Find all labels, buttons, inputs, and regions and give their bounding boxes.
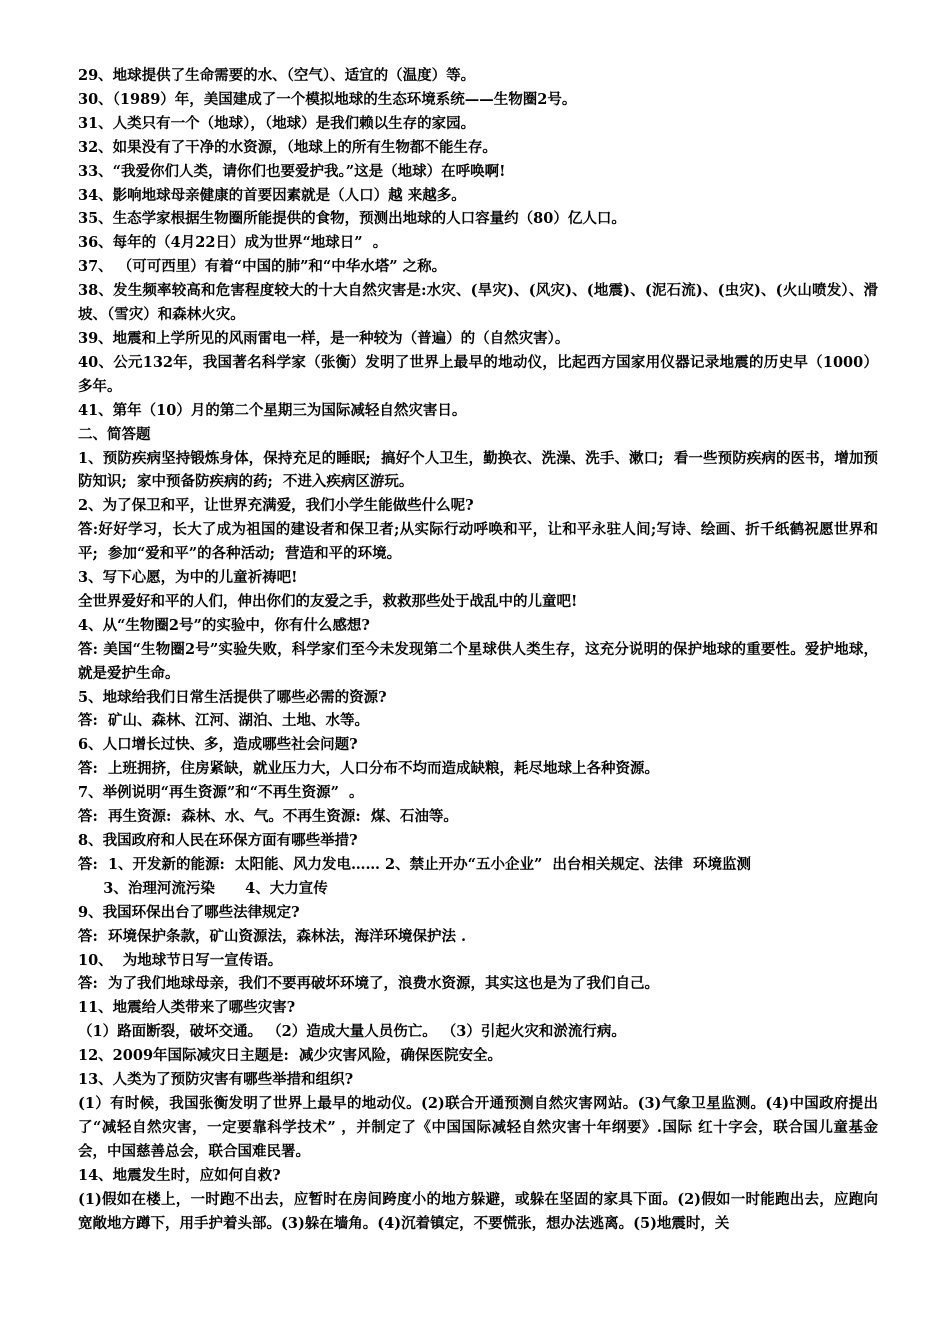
text-line: 36、每年的（4月22日）成为世界“地球日” 。 [78,234,388,252]
answer-line: 答: 上班拥挤，住房紧缺，就业压力大，人口分布不均而造成缺粮，耗尽地球上各种资源。 [78,760,659,778]
question-line: 8、我国政府和人民在环保方面有哪些举措? [78,832,358,849]
answer-line: 答: 环境保护条款，矿山资源法，森林法，海洋环境保护法 . [78,927,467,945]
text-line: 34、影响地球母亲健康的首要因素就是（人口）越 来越多。 [78,186,466,204]
answer-line: 答: 美国“生物圈2号”实验失败，科学家们至今未发现第二个星球供人类生存，这充分说明的保护地球的重要性。爱护地球，就是爱护生命。 [78,640,878,682]
question-line: 13、人类为了预防灾害有哪些举措和组织? [78,1071,354,1089]
text-line: 29、地球提供了生命需要的水、（空气）、适宜的（温度）等。 [78,67,476,84]
answer-line: (1)假如在楼上，一时跑不出去，应暂时在房间跨度小的地方躲避，或躲在坚固的家具下面。(2)假如一时能跑出去，应跑向宽敞地方蹲下，用手护着头部。(3)躲在墙角。(4)沉着镇定，不要慌张，想办法逃离。(5)地震时，关 [78,1190,878,1232]
question-line: 2、为了保卫和平，让世界充满爱，我们小学生能做些什么呢? [78,497,474,515]
answer-line: 答:好好学习，长大了成为祖国的建设者和保卫者;从实际行动呼唤和平，让和平永驻人间;写诗、绘画、折千纸鹤祝愿世界和平; 参加“爱和平”的各种活动; 营造和平的环境。 [78,521,878,563]
question-line: 6、人口增长过快、多，造成哪些社会问题? [78,736,358,754]
text-line: 32、如果没有了干净的水资源，（地球上的所有生物都不能生存。 [78,138,497,156]
answer-line: 3、治理河流污染 4、大力宣传 [78,879,328,897]
text-line: 33、“我爱你们人类，请你们也要爱护我。”这是（地球）在呼唤啊! [78,162,506,180]
answer-line: 答: 为了我们地球母亲，我们不要再破坏环境了，浪费水资源，其实这也是为了我们自己。 [78,975,659,993]
text-line: 1、预防疾病坚持锻炼身体，保持充足的睡眠; 搞好个人卫生，勤换衣、洗澡、洗手、漱口; 看一些预防疾病的医书，增加预防知识; 家中预备防疾病的药; 不进入疾病区游玩。 [78,449,878,491]
section-heading: 二、简答题 [78,425,151,443]
question-line: 4、从“生物圈2号”的实验中，你有什么感想? [78,616,370,634]
text-line: 39、地震和上学所见的风雨雷电一样，是一种较为（普遍）的（自然灾害）。 [78,329,570,347]
text-line: 38、发生频率较高和危害程度较大的十大自然灾害是:水灾、(旱灾)、(风灾)、(地震)、(泥石流)、(虫灾)、(火山喷发）、滑坡、（雪灾）和森林火灾。 [78,282,878,324]
question-line: 7、举例说明“再生资源”和“不再生资源” 。 [78,784,364,802]
text-line: 40、公元132年，我国著名科学家（张衡）发明了世界上最早的地动仪，比起西方国家用仪器记录地震的历史早（1000）多年。 [78,353,878,395]
answer-line: (1）有时候，我国张衡发明了世界上最早的地动仪。(2)联合开通预测自然灾害网站。(3)气象卫星监测。(4)中国政府提出了“减轻自然灾害，一定要靠科学技术” ，并制定了《中国国际减轻自然灾害十年纲要》.国际 红十字会，联合国儿童基金会，中国慈善总会，联合国难民署。 [78,1094,878,1160]
answer-line: （1）路面断裂，破坏交通。 （2）造成大量人员伤亡。 （3）引起火灾和淤流行病。 [78,1023,626,1041]
answer-line: 答: 1、开发新的能源: 太阳能、风力发电…… 2、禁止开办“五小企业” 出台相关规定、法律 环境监测 [78,855,751,873]
question-line: 12、2009年国际减灾日主题是: 减少灾害风险，确保医院安全。 [78,1047,502,1065]
text-line: 31、人类只有一个（地球），（地球）是我们赖以生存的家园。 [78,114,476,132]
question-line: 14、地震发生时，应如何自救? [78,1166,281,1184]
answer-line: 答: 矿山、森林、江河、湖泊、土地、水等。 [78,712,369,730]
text-line: 37、 （可可西里）有着“中国的肺”和“中华水塔” 之称。 [78,258,447,276]
question-line: 9、我国环保出台了哪些法律规定? [78,903,300,921]
answer-line: 全世界爱好和平的人们，伸出你们的友爱之手，救救那些处于战乱中的儿童吧! [78,592,578,610]
question-line: 10、 为地球节日写一宣传语。 [78,951,283,969]
answer-line: 答: 再生资源: 森林、水、气。不再生资源: 煤、石油等。 [78,808,458,826]
text-line: 41、第年（10）月的第二个星期三为国际减轻自然灾害日。 [78,401,467,419]
question-line: 11、地震给人类带来了哪些灾害? [78,999,296,1017]
question-line: 5、地球给我们日常生活提供了哪些必需的资源? [78,688,387,706]
question-line: 3、写下心愿，为中的儿童祈祷吧! [78,569,298,587]
text-line: 35、生态学家根据生物圈所能提供的食物，预测出地球的人口容量约（80）亿人口。 [78,210,626,228]
text-line: 30、（1989）年，美国建成了一个模拟地球的生态环境系统——生物圈2号。 [78,90,577,108]
document-page [78,64,878,1235]
